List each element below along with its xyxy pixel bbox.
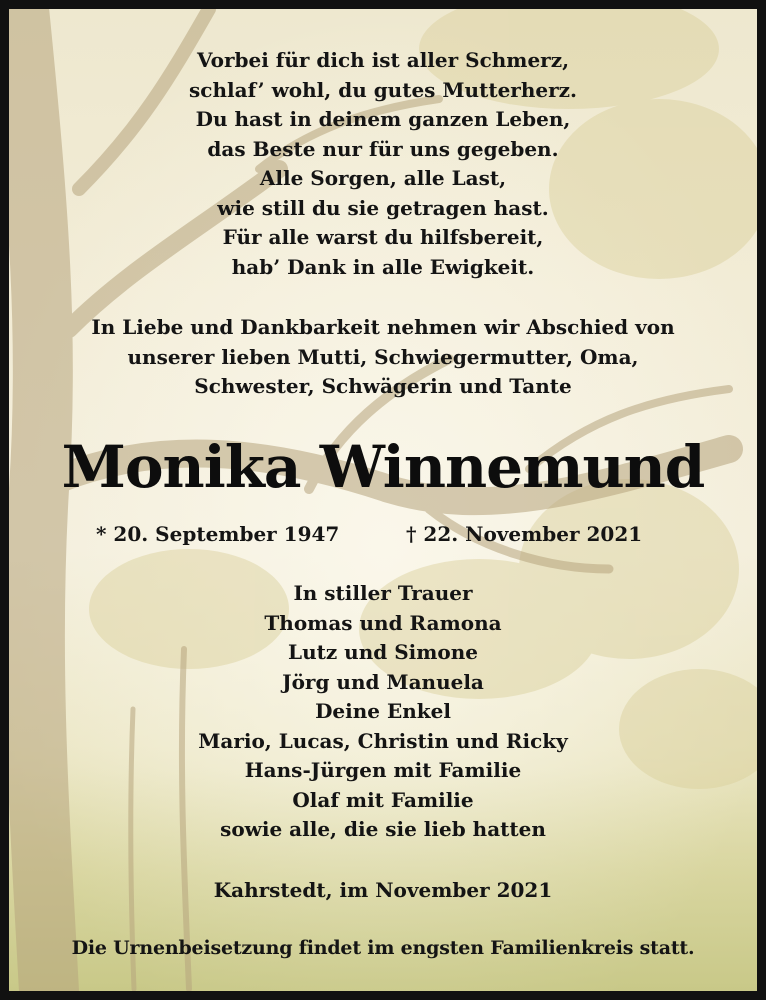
poem-line: das Beste nur für uns gegeben. xyxy=(207,136,559,161)
mourner-entry: sowie alle, die sie lieb hatten xyxy=(220,817,546,841)
deceased-name: Monika Winnemund xyxy=(61,433,705,501)
place-and-date: Kahrstedt, im November 2021 xyxy=(213,878,553,902)
death-date: † 22. November 2021 xyxy=(406,522,643,546)
farewell-intro xyxy=(9,313,757,402)
intro-line: In Liebe und Dankbarkeit nehmen wir Abschied von xyxy=(91,315,675,339)
intro-line: Schwester, Schwägerin und Tante xyxy=(194,374,572,398)
burial-note: Die Urnenbeisetzung findet im engsten Familienkreis statt. xyxy=(71,937,695,959)
mourners-list xyxy=(9,579,757,845)
birth-date: * 20. September 1947 xyxy=(96,522,340,546)
mourner-entry: Jörg und Manuela xyxy=(282,669,484,694)
poem-line: wie still du sie getragen hast. xyxy=(217,195,549,220)
poem-line: Du hast in deinem ganzen Leben, xyxy=(195,107,571,131)
poem-line: Für alle warst du hilfsbereit, xyxy=(222,225,544,249)
mourner-entry: Deine Enkel xyxy=(315,699,451,723)
mourners-heading: In stiller Trauer xyxy=(293,581,473,605)
mourner-entry: Thomas und Ramona xyxy=(264,610,502,635)
mourner-entry: Olaf mit Familie xyxy=(292,787,474,812)
poem-line: Vorbei für dich ist aller Schmerz, xyxy=(196,48,570,72)
poem-line: Alle Sorgen, alle Last, xyxy=(259,166,507,190)
poem-line: hab’ Dank in alle Ewigkeit. xyxy=(231,254,535,279)
mourner-entry: Hans-Jürgen mit Familie xyxy=(244,758,522,782)
poem-line: schlaf’ wohl, du gutes Mutterherz. xyxy=(189,77,577,102)
mourner-entry: Lutz und Simone xyxy=(288,640,478,664)
poem xyxy=(9,46,757,282)
intro-line: unserer lieben Mutti, Schwiegermutter, Oma, xyxy=(127,344,639,369)
mourner-entry: Mario, Lucas, Christin und Ricky xyxy=(198,728,568,753)
